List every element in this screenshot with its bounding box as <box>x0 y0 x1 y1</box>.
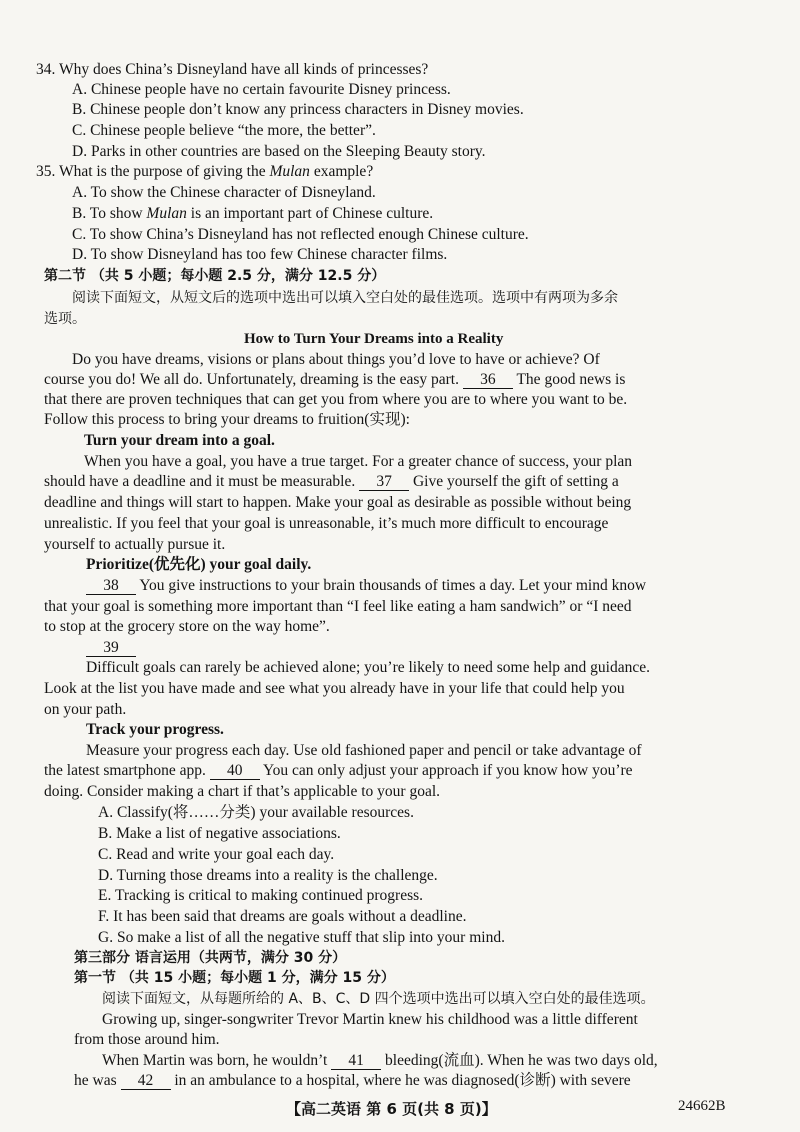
text-segment: You give instructions to your brain thousands of times a day. Let your mind know <box>139 577 647 594</box>
question-35-option-c: C. To show China’s Disneyland has not reflected enough Chinese culture. <box>72 226 529 243</box>
part-3-instruction: 阅读下面短文，从每题所给的 A、B、C、D 四个选项中选出可以填入空白处的最佳选项。 <box>102 991 655 1007</box>
section-2-instruction-line-1: 阅读下面短文，从短文后的选项中选出可以填入空白处的最佳选项。选项中有两项为多余 <box>72 290 618 306</box>
text-segment: course you do! We all do. Unfortunately, dreaming is the easy part. <box>44 371 459 388</box>
question-35-option-d: D. To show Disneyland has too few Chinese character films. <box>72 246 448 263</box>
text-segment: Give yourself the gift of setting a <box>412 473 619 490</box>
passage-paragraph-3-line-1 <box>86 576 646 596</box>
page-footer-label: 【高二英语 第 6 页(共 8 页)】 <box>286 1100 497 1118</box>
text-segment: the latest smartphone app. <box>44 762 206 779</box>
section-2-instruction-line-2: 选项。 <box>44 311 86 327</box>
option-text: B. To show <box>72 205 147 222</box>
passage-paragraph-2-line-4: unrealistic. If you feel that your goal is unreasonable, it’s much more difficult to encourage <box>44 515 609 532</box>
passage-paragraph-5-line-1: Measure your progress each day. Use old fashioned paper and pencil or take advantage of <box>86 742 642 759</box>
question-34-option-d: D. Parks in other countries are based on the Sleeping Beauty story. <box>72 143 486 160</box>
option-c: C. Read and write your goal each day. <box>98 846 335 863</box>
text-segment: bleeding(流血). When he was two days old, <box>385 1052 658 1069</box>
page-footer-code: 24662B <box>678 1098 726 1114</box>
cloze-paragraph-1-line-1: Growing up, singer-songwriter Trevor Martin knew his childhood was a little different <box>102 1011 638 1028</box>
option-e: E. Tracking is critical to making continued progress. <box>98 887 424 904</box>
text-segment: You can only adjust your approach if you know how you’re <box>263 762 633 779</box>
text-segment: he was <box>74 1072 117 1089</box>
passage-paragraph-2-line-3: deadline and things will start to happen. Make your goal as desirable as possible without being <box>44 494 632 511</box>
option-g: G. So make a list of all the negative stuff that slip into your mind. <box>98 929 505 946</box>
stem-text-end: example? <box>309 163 374 180</box>
blank-38: 38 <box>86 577 136 595</box>
passage-paragraph-3-line-3: to stop at the grocery store on the way home”. <box>44 618 330 635</box>
option-d: D. Turning those dreams into a reality is the challenge. <box>98 867 438 884</box>
text-segment: should have a deadline and it must be measurable. <box>44 473 356 490</box>
passage-paragraph-2-line-5: yourself to actually pursue it. <box>44 536 226 553</box>
cloze-paragraph-1-line-2: from those around him. <box>74 1031 220 1048</box>
passage-paragraph-4-blank-line <box>86 638 136 658</box>
heading-track-progress: Track your progress. <box>86 721 224 738</box>
text-segment: in an ambulance to a hospital, where he was diagnosed(诊断) with severe <box>174 1072 631 1089</box>
passage-paragraph-3-line-2: that your goal is something more important than “I feel like eating a ham sandwich” or “I need <box>44 598 632 615</box>
passage-paragraph-5-line-2 <box>44 761 633 781</box>
question-34-stem: 34. Why does China’s Disneyland have all kinds of princesses? <box>36 61 429 78</box>
stem-text: 35. What is the purpose of giving the <box>36 163 270 180</box>
option-a: A. Classify(将……分类) your available resources. <box>98 804 414 821</box>
option-text-end: is an important part of Chinese culture. <box>186 205 434 222</box>
question-35-option-b <box>72 204 433 224</box>
passage-paragraph-2-line-2 <box>44 472 619 492</box>
passage-title: How to Turn Your Dreams into a Reality <box>244 331 504 347</box>
passage-paragraph-1-line-2 <box>44 370 625 390</box>
passage-paragraph-4-line-3: on your path. <box>44 701 127 718</box>
cloze-paragraph-2-line-2 <box>74 1071 631 1091</box>
blank-42: 42 <box>121 1072 171 1090</box>
option-italic-title: Mulan <box>146 205 187 222</box>
passage-paragraph-1-line-1: Do you have dreams, visions or plans about things you’d love to have or achieve? Of <box>72 351 600 368</box>
option-f: F. It has been said that dreams are goals without a deadline. <box>98 908 467 925</box>
stem-italic-title: Mulan <box>269 163 310 180</box>
question-34-option-b: B. Chinese people don’t know any princess characters in Disney movies. <box>72 101 524 118</box>
blank-37: 37 <box>359 473 409 491</box>
passage-paragraph-4-line-2: Look at the list you have made and see what you already have in your life that could help you <box>44 680 625 697</box>
blank-36: 36 <box>463 371 513 389</box>
passage-paragraph-1-line-4: Follow this process to bring your dreams to fruition(实现): <box>44 411 410 428</box>
cloze-paragraph-2-line-1 <box>102 1051 658 1071</box>
blank-41: 41 <box>331 1052 381 1070</box>
blank-39: 39 <box>86 639 136 657</box>
part-3-section-1-header: 第一节 （共 15 小题；每小题 1 分，满分 15 分） <box>74 970 395 986</box>
passage-paragraph-2-line-1: When you have a goal, you have a true target. For a greater chance of success, your plan <box>84 453 633 470</box>
text-segment: The good news is <box>516 371 626 388</box>
part-3-header: 第三部分 语言运用（共两节，满分 30 分） <box>74 950 347 966</box>
question-34-option-c: C. Chinese people believe “the more, the better”. <box>72 122 376 139</box>
question-35-option-a: A. To show the Chinese character of Disneyland. <box>72 184 376 201</box>
passage-paragraph-4-line-1: Difficult goals can rarely be achieved alone; you’re likely to need some help and guidance. <box>86 659 650 676</box>
question-35-stem <box>36 162 373 182</box>
question-34-option-a: A. Chinese people have no certain favourite Disney princess. <box>72 81 451 98</box>
section-2-header: 第二节 （共 5 小题；每小题 2.5 分，满分 12.5 分） <box>44 268 386 284</box>
blank-40: 40 <box>210 762 260 780</box>
passage-paragraph-5-line-3: doing. Consider making a chart if that’s applicable to your goal. <box>44 783 441 800</box>
heading-prioritize-goal: Prioritize(优先化) your goal daily. <box>86 556 312 573</box>
heading-turn-dream-into-goal: Turn your dream into a goal. <box>84 432 275 449</box>
text-segment: When Martin was born, he wouldn’t <box>102 1052 328 1069</box>
passage-paragraph-1-line-3: that there are proven techniques that can get you from where you are to where you want to be. <box>44 391 628 408</box>
option-b: B. Make a list of negative associations. <box>98 825 341 842</box>
